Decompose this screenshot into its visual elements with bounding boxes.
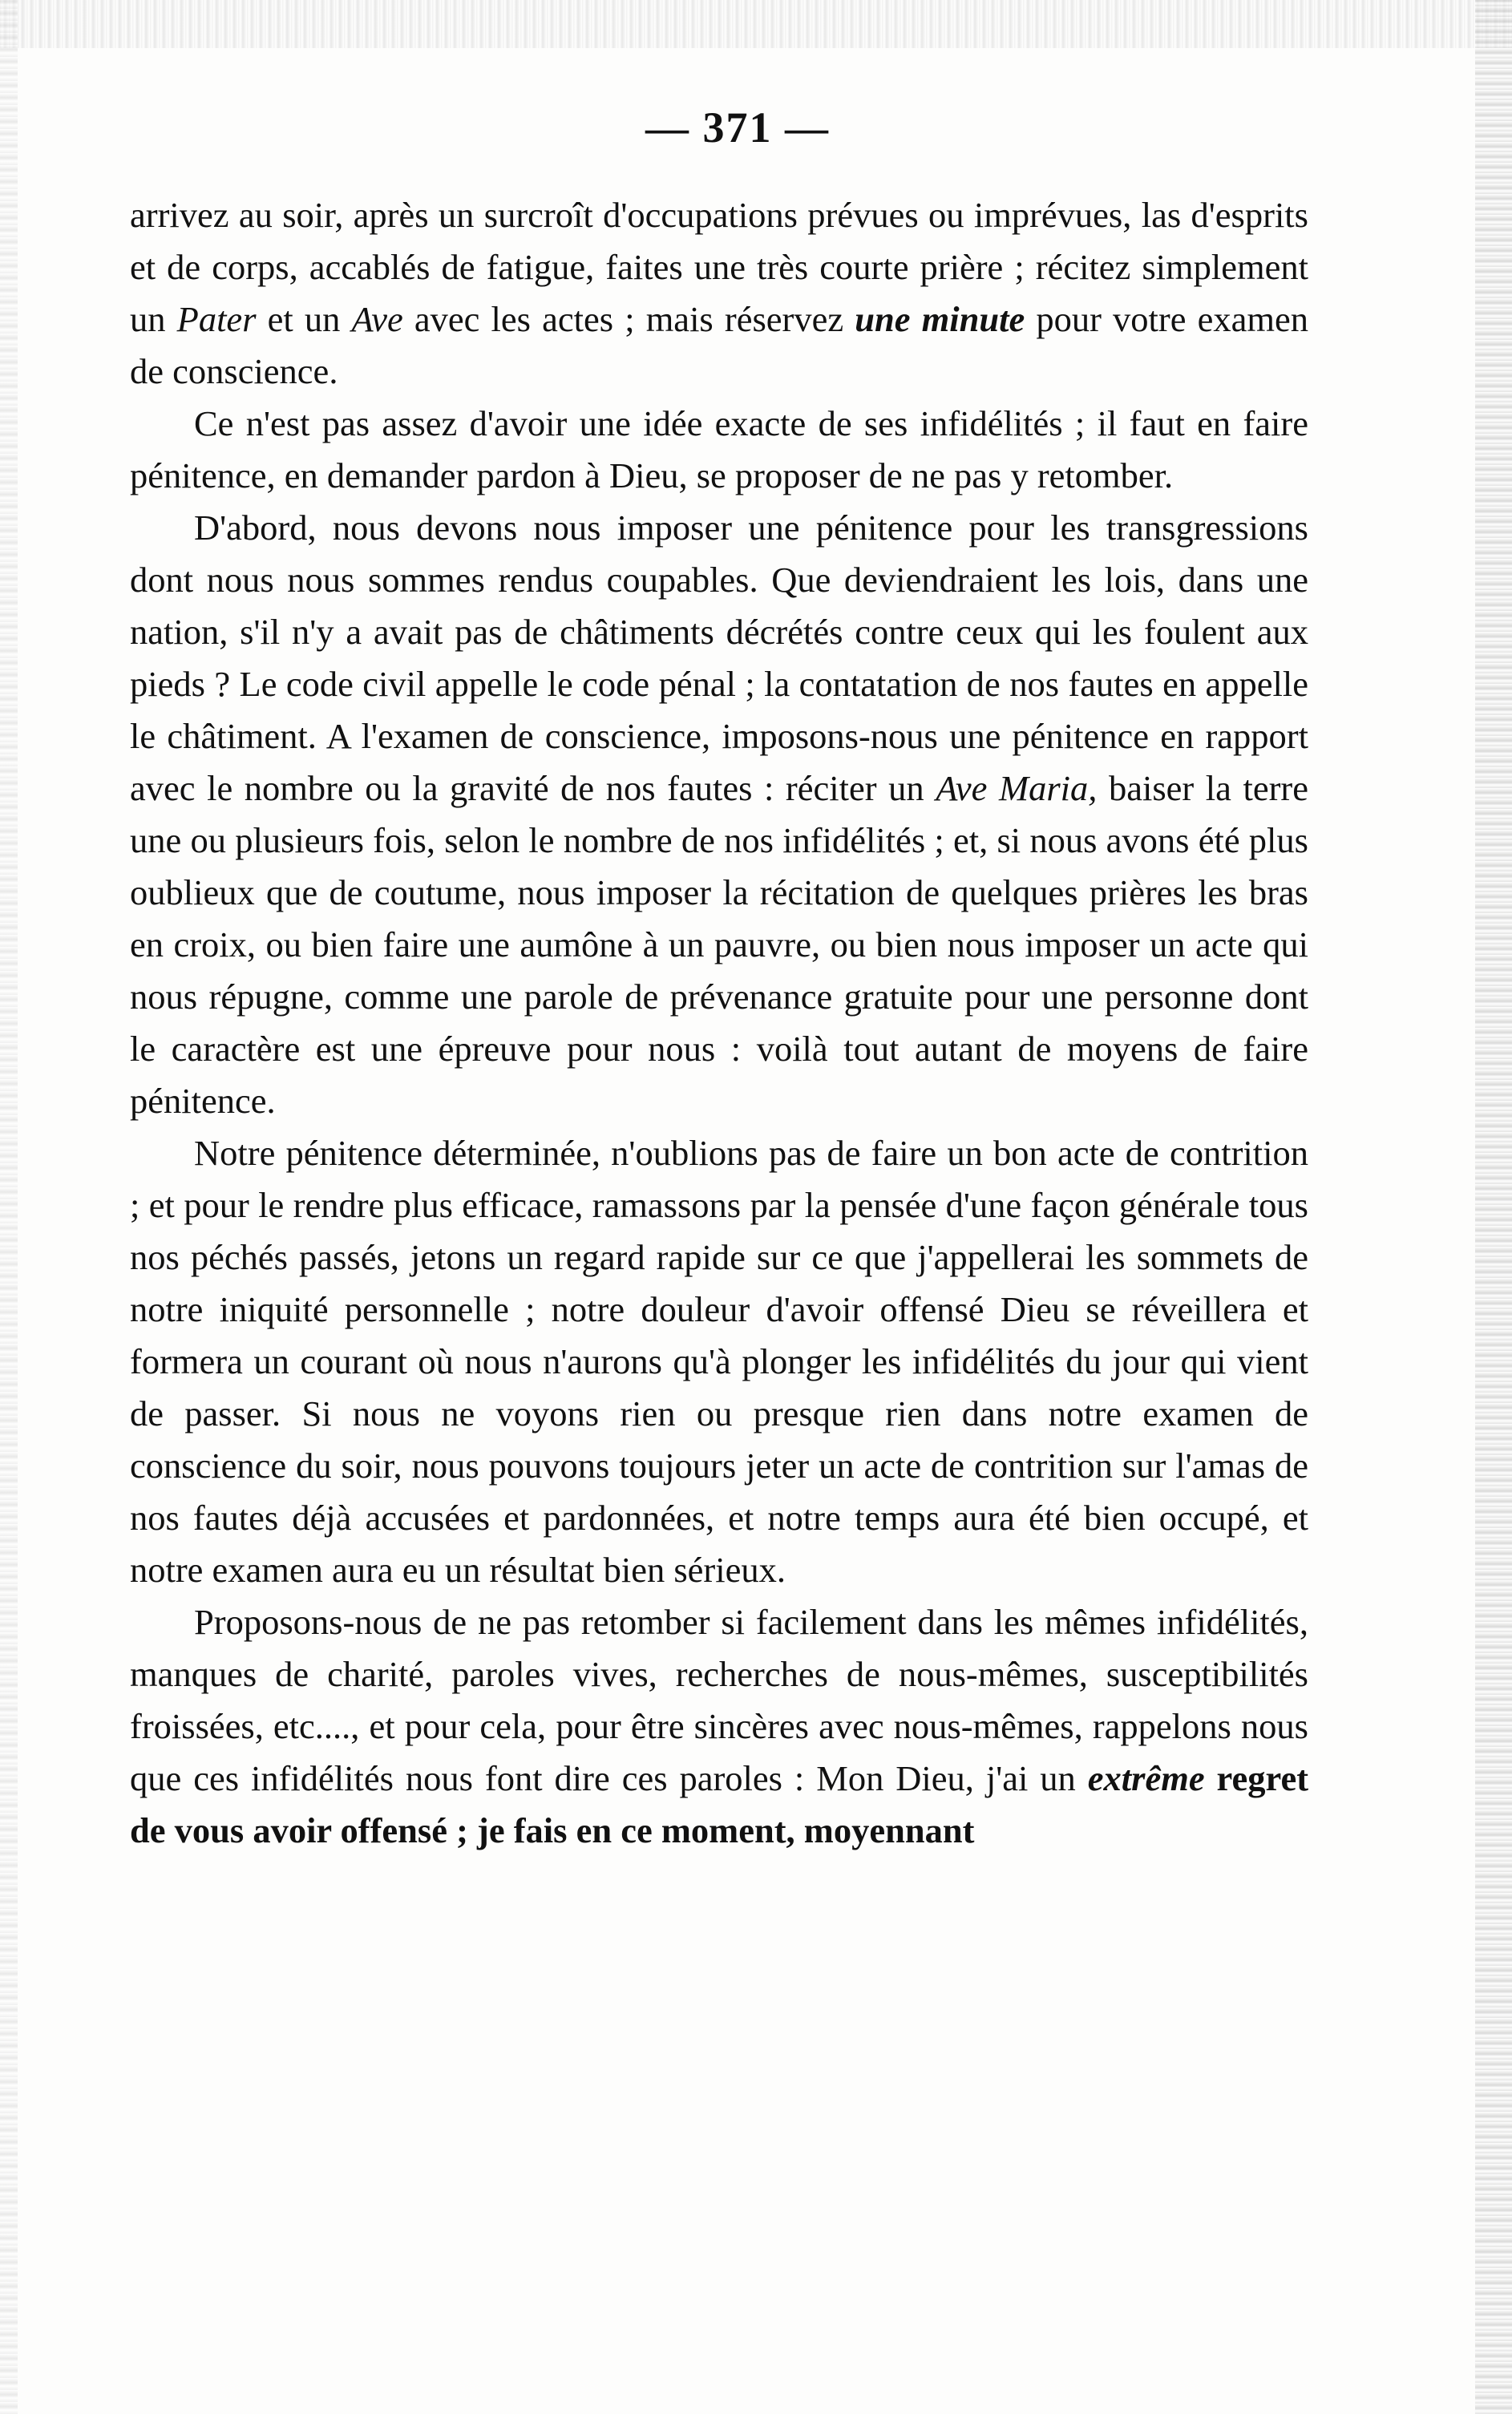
paragraph-5 bbox=[130, 1596, 1308, 1857]
paragraph-1 bbox=[130, 189, 1308, 398]
pater-word: Pater bbox=[176, 299, 257, 339]
page-number: — 371 — bbox=[645, 103, 830, 152]
ave-maria-phrase: Ave Maria, bbox=[936, 768, 1098, 808]
scan-edge-right bbox=[1475, 0, 1512, 2414]
paragraph-3 bbox=[130, 502, 1308, 1127]
ave-word: Ave bbox=[351, 299, 403, 339]
scan-edge-top bbox=[0, 0, 1512, 48]
extreme-emphasis: extrême bbox=[1087, 1758, 1205, 1798]
une-minute-emphasis: une minute bbox=[855, 299, 1025, 339]
paragraph-1-text: avec les actes ; mais réservez bbox=[402, 299, 855, 339]
paragraph-5-text: Proposons-nous de ne pas retomber si facilement dans les mêmes infidélités, manques de charité, paroles vives, recherches de nous-mêmes, susceptibilités froissées, etc...., et pour cela, pour être sincères avec nous-mêmes, rappelons nous que ces infidélités nous font dire ces paroles : Mon Dieu, j'ai un bbox=[130, 1602, 1308, 1798]
paragraph-1-text: et un bbox=[256, 299, 352, 339]
paragraph-5-space bbox=[1205, 1758, 1217, 1798]
scan-edge-left bbox=[0, 0, 18, 2414]
paragraph-3-text: D'abord, nous devons nous imposer une pénitence pour les transgressions dont nous nous sommes rendus coupables. Que deviendraient les lois, dans une nation, s'il n'y a avait pas de châtiments décrétés contre ceux qui les foulent aux pieds ? Le code civil appelle le code pénal ; la contatation de nos fautes en appelle le châtiment. A l'examen de conscience, imposons-nous une pénitence en rapport avec le nombre ou la gravité de nos fautes : réciter un bbox=[130, 507, 1308, 808]
paragraph-2: Ce n'est pas assez d'avoir une idée exacte de ses infidélités ; il faut en faire pénitence, en demander pardon à Dieu, se proposer de ne pas y retomber. bbox=[130, 403, 1308, 495]
paragraph-1-text: pour votre examen de conscience. bbox=[130, 299, 1308, 391]
paragraph-3-text: baiser la terre une ou plusieurs fois, selon le nombre de nos infidélités ; et, si nous avons été plus oublieux que de coutume, nous imposer la récitation de quelques prières les bras en croix, ou bien faire une aumône à un pauvre, ou bien nous imposer un acte qui nous répugne, comme une parole de prévenance gratuite pour une personne dont le caractère est une épreuve pour nous : voilà tout autant de moyens de faire pénitence. bbox=[130, 768, 1308, 1121]
paragraph-5-bold-ending: regret de vous avoir offensé ; je fais en ce moment, moyennant bbox=[130, 1758, 1309, 1850]
paragraph-1-text: arrivez au soir, après un surcroît d'occupations prévues ou imprévues, las d'esprits et de corps, accablés de fatigue, faites une très courte prière ; récitez simplement un bbox=[130, 195, 1308, 339]
body-text bbox=[130, 189, 1308, 1857]
paragraph-4: Notre pénitence déterminée, n'oublions pas de faire un bon acte de contrition ; et pour le rendre plus efficace, ramassons par la pensée d'une façon générale tous nos péchés passés, jetons un regard rapide sur ce que j'appellerai les sommets de notre iniquité personnelle ; notre douleur d'avoir offensé Dieu se réveillera et formera un courant où nous n'aurons qu'à plonger les infidélités du jour qui vient de passer. Si nous ne voyons rien ou presque rien dans notre examen de conscience du soir, nous pouvons toujours jeter un acte de contrition sur l'amas de nos fautes déjà accusées et pardonnées, et notre temps aura été bien occupé, et notre examen aura eu un résultat bien sérieux. bbox=[130, 1133, 1308, 1590]
